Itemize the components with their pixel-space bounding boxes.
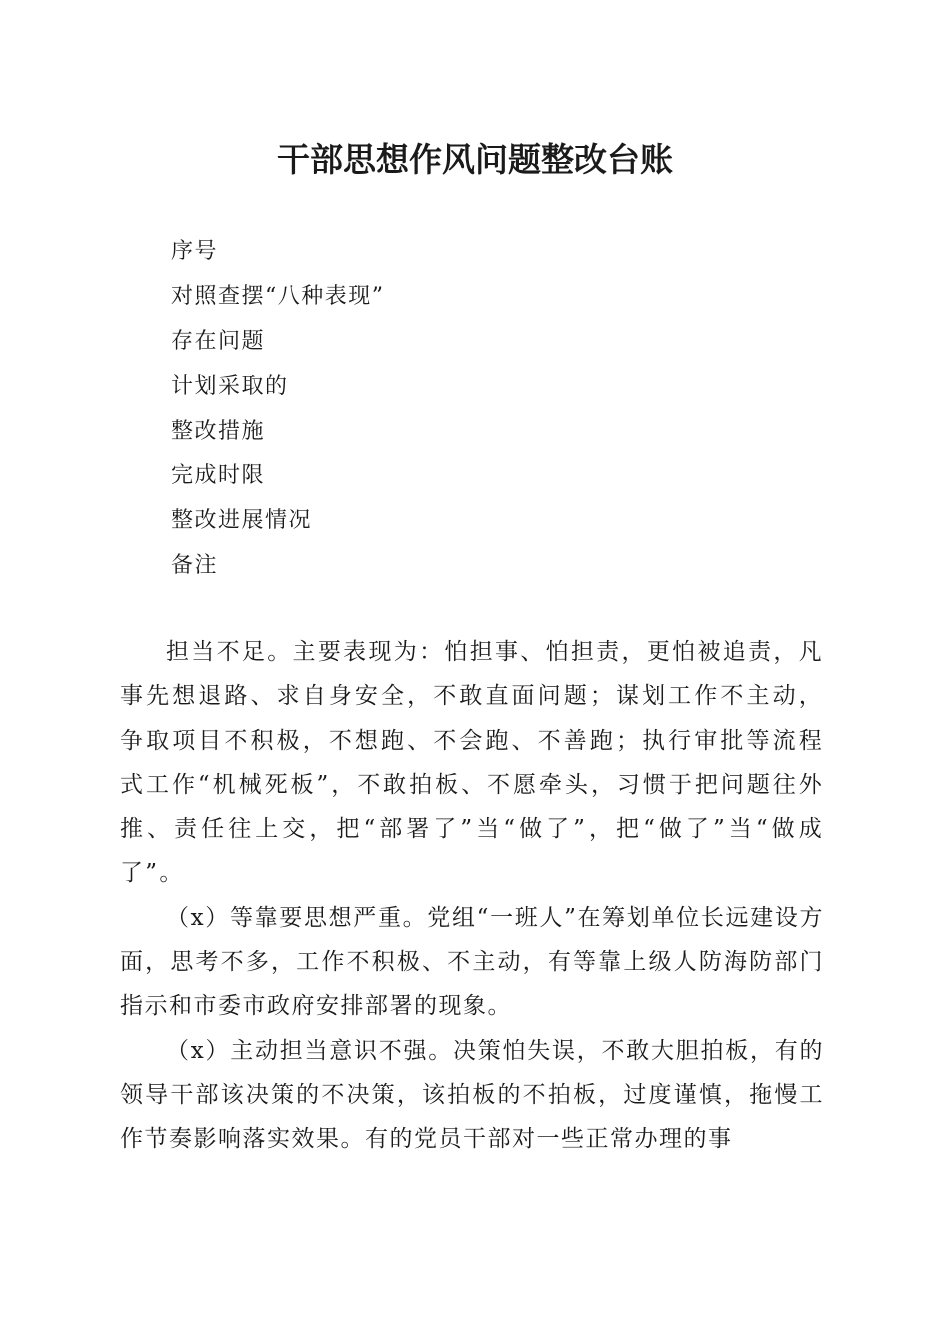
paragraph-insufficient-responsibility: 担当不足。主要表现为：怕担事、怕担责，更怕被追责，凡事先想退路、求自身安全，不敢直面问题；谋划工作不主动，争取项目不积极，不想跑、不会跑、不善跑；执行审批等流程式工作“机械死板”，不敢拍板、不愿牵头，习惯于把问题往外推、责任往上交，把“部署了”当“做了”，把“做了”当“做成了”。: [120, 639, 824, 887]
header-planned: 计划采取的: [171, 373, 289, 399]
header-remarks: 备注: [171, 553, 219, 579]
header-deadline: 完成时限: [171, 463, 266, 489]
header-serial-number: 序号: [171, 239, 219, 264]
table-header-list: [171, 230, 871, 589]
header-rectification-measures: 整改措施: [171, 418, 266, 444]
paragraph-weak-initiative: （x）主动担当意识不强。决策怕失误，不敢大胆拍板，有的领导干部该决策的不决策，该拍板的不拍板，过度谨慎，拖慢工作节奏影响落实效果。有的党员干部对一些正常办理的事: [120, 1037, 824, 1153]
header-existing-problems: 存在问题: [171, 328, 266, 354]
document-title: 干部思想作风问题整改台账: [277, 140, 673, 179]
header-progress: 整改进展情况: [171, 508, 313, 534]
header-eight-manifestations: 对照查摆“八种表现”: [171, 283, 385, 309]
paragraph-dependency-mindset: （x）等靠要思想严重。党组“一班人”在筹划单位长远建设方面，思考不多，工作不积极、不主动，有等靠上级人防海防部门指示和市委市政府安排部署的现象。: [120, 904, 824, 1020]
document-body: [120, 630, 824, 1162]
